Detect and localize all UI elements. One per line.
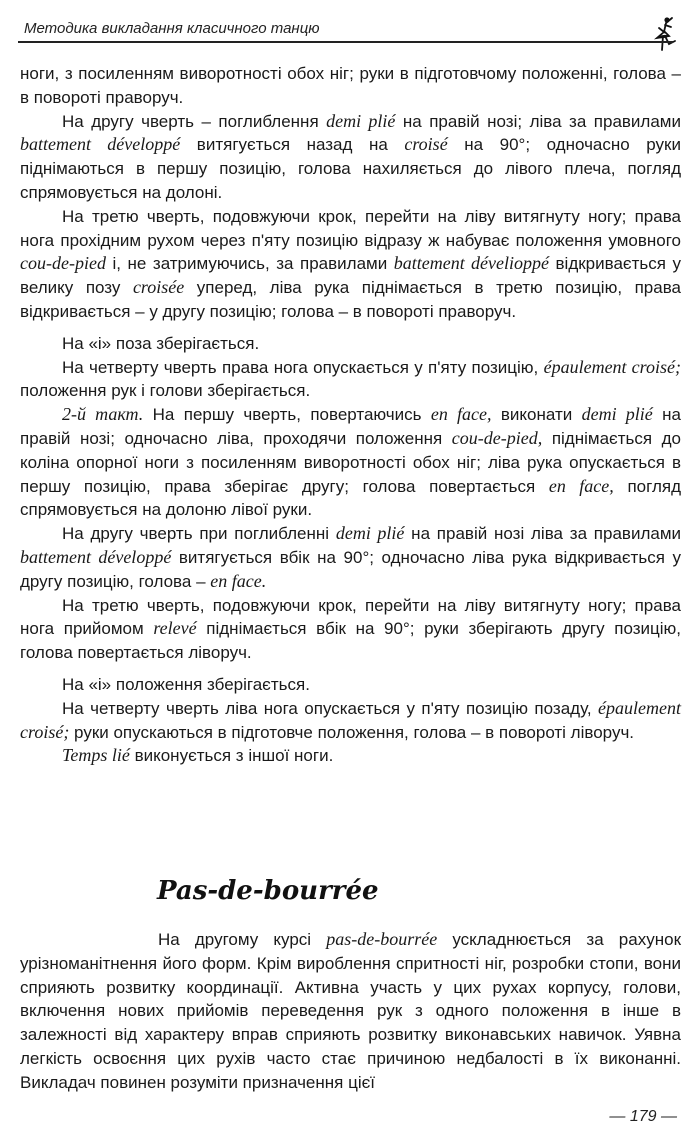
italic-term: 2-й такт.: [62, 404, 144, 425]
text-run: На другому курсі: [158, 930, 327, 949]
text-run: На другу чверть при поглибленні: [62, 524, 336, 544]
text-run: витягується вбік на 90°; одночасно ліва рука відкривається у другу позицію, голова –: [20, 547, 681, 591]
italic-term: cou-de-pied,: [451, 427, 543, 448]
italic-term: Temps lié: [62, 745, 130, 766]
text-run: ноги, з посиленням виворотності обох ніг; руки в підготовчому положенні, голова – в повороті праворуч.: [20, 64, 681, 107]
text-run: На третю чверть, подовжуючи крок, перейти на ліву витягнуту ногу; права нога прийомом: [20, 595, 681, 639]
running-header: [18, 14, 679, 44]
text-run: руки опускаються в підготовче положення, голова – в повороті ліворуч.: [69, 722, 635, 742]
page-number: — 179 —: [609, 1108, 677, 1125]
italic-term: croisé: [404, 134, 448, 155]
text-run: на правій нозі; одночасно ліва, проходячи положення: [20, 405, 681, 448]
italic-term: battement développé: [20, 134, 181, 155]
text-run: витягується назад на: [180, 135, 405, 155]
section-intro: [20, 928, 681, 1095]
italic-term: croisée: [132, 277, 185, 298]
italic-term: demi plié: [581, 404, 653, 425]
section-title: Pas-de-bourrée: [157, 876, 379, 906]
header-rule: [18, 41, 673, 43]
italic-term: en face,: [430, 404, 492, 425]
paragraph: [20, 522, 681, 593]
text-run: На четверту чверть ліва нога опускається у п'яту позицію позаду,: [62, 698, 599, 718]
paragraph: [20, 697, 681, 745]
text-run: На четверту чверть права нога опускається у п'яту позицію,: [62, 357, 544, 377]
body-text: [20, 62, 681, 768]
italic-term: relevé: [153, 618, 197, 639]
italic-term: battement développé: [20, 546, 172, 567]
paragraph: [20, 62, 681, 110]
running-title: Методика викладання класичного танцю: [24, 20, 320, 37]
text-run: піднімається вбік на 90°; руки зберігають другу позицію, голова повертається ліворуч.: [20, 619, 681, 663]
italic-term: cou-de-pied: [20, 253, 106, 274]
text-run: виконати: [491, 405, 582, 425]
italic-term: épaulement croisé;: [543, 356, 681, 377]
italic-term: demi plié: [335, 523, 405, 544]
italic-term: demi plié: [326, 110, 396, 131]
paragraph: [20, 356, 681, 404]
text-run: положення рук і голови зберігається.: [20, 381, 311, 401]
text-run: На «і» положення зберігається.: [62, 674, 310, 694]
italic-term: épaulement croisé;: [20, 697, 681, 742]
section-intro-paragraph: [20, 928, 681, 1095]
text-run: На першу чверть, повертаючись: [143, 405, 431, 425]
paragraph: [20, 110, 681, 205]
paragraph: [20, 673, 681, 697]
text-run: уперед, ліва рука піднімається в третю позицію, права відкривається – у другу позицію; голова – в повороті праворуч.: [20, 278, 682, 321]
text-run: погляд спрямовується на долоню лівої руки.: [20, 476, 681, 520]
text-run: На другу чверть – поглиблення: [62, 111, 327, 131]
paragraph: [20, 594, 681, 665]
text-run: На третю чверть, подовжуючи крок, перейти на ліву витягнуту ногу; права нога прохідним рухом через п'яту позицію відразу ж набуває положення умовного: [20, 206, 681, 250]
text-run: ускладнюється за рахунок урізноманітнення його форм. Крім вироблення спритності ніг, розробки стопи, вони сприяють розвитку координації. Активна участь у цих рухах корпусу, голови, включення нових прийомів переведення рук з одного положення в інше в залежності від характеру вправ сприяють розвитку виконавських навичок. Уявна легкість освоєння цих рухів часто стає причиною недбалості в їх виконанні. Викладач повинен розуміти призначення цієї: [20, 930, 682, 1092]
text-run: на правій нозі; ліва за правилами: [395, 111, 681, 131]
paragraph: [20, 205, 681, 324]
italic-term: en face,: [548, 475, 614, 496]
text-run: на 90°; одночасно руки піднімаються в першу позицію, голова нахиляється до лівого плеча, погляд спрямовується на долоні.: [20, 135, 681, 202]
text-run: виконується з іншої ноги.: [129, 746, 334, 766]
italic-term: battement dévelioppé: [393, 253, 549, 274]
text-run: на правій нозі ліва за правилами: [404, 524, 682, 544]
text-run: і, не затримуючись, за правилами: [105, 254, 394, 274]
text-run: піднімається до коліна опорної ноги з посиленням виворотності обох ніг; ліва рука опускається в першу позицію, права зберігає другу; голова повертається: [20, 428, 681, 496]
paragraph: [20, 744, 681, 768]
italic-term: pas-de-bourrée: [326, 929, 438, 949]
ballerina-icon: [645, 14, 685, 54]
paragraph: [20, 403, 681, 522]
italic-term: en face.: [210, 570, 267, 591]
paragraph: [20, 332, 681, 356]
text-run: відкривається у велику позу: [20, 254, 681, 298]
text-run: На «і» поза зберігається.: [62, 333, 260, 353]
